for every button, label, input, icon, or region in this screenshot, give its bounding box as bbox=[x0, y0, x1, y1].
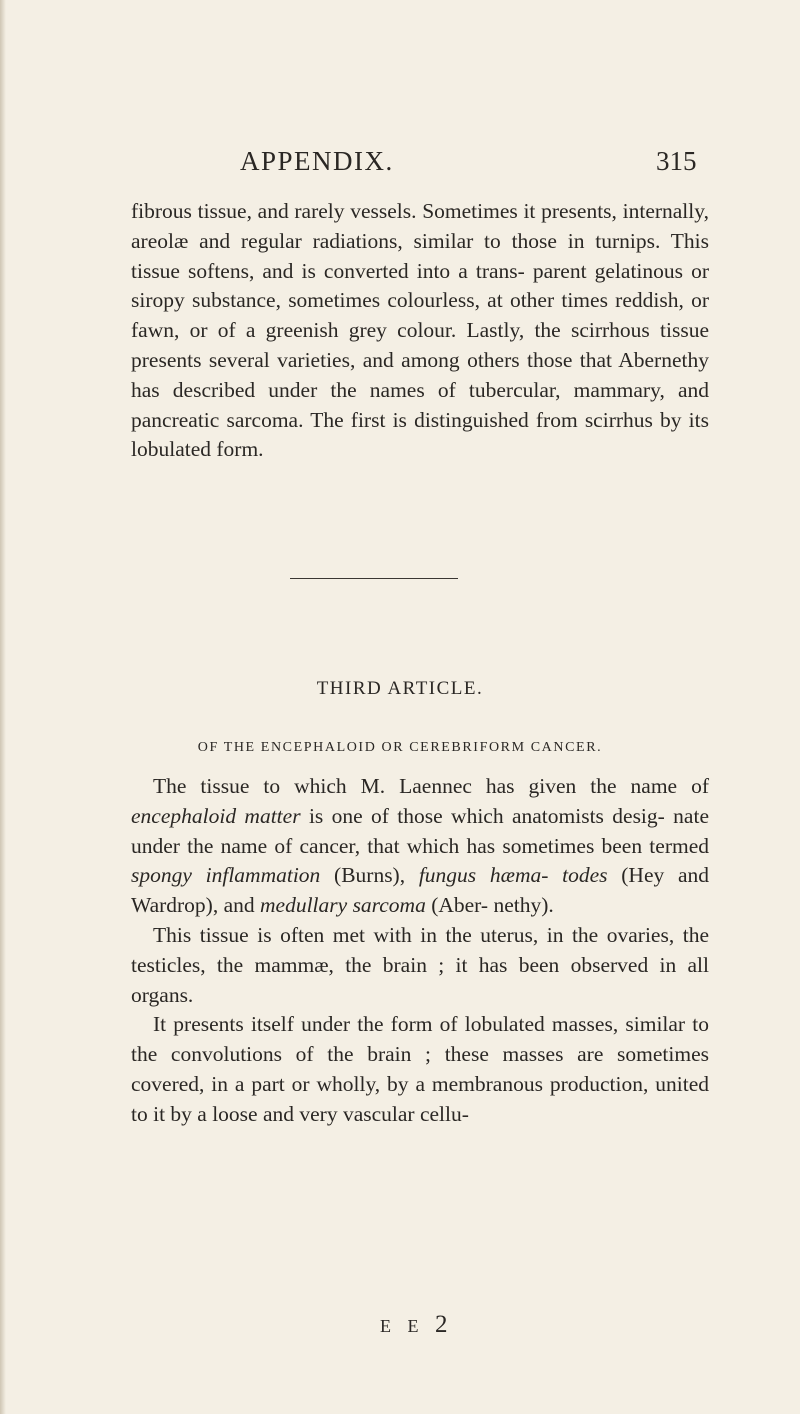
italic-term: spongy inflammation bbox=[131, 863, 321, 888]
signature-mark bbox=[380, 1311, 448, 1339]
article-heading: THIRD ARTICLE. bbox=[316, 678, 484, 699]
page-number: 315 bbox=[656, 146, 697, 176]
section-divider bbox=[290, 578, 458, 579]
page-edge bbox=[0, 0, 6, 1414]
italic-term: medullary sarcoma bbox=[260, 893, 426, 918]
page-header bbox=[0, 146, 800, 186]
article-body bbox=[131, 772, 709, 1130]
article-subheading: OF THE ENCEPHALOID OR CEREBRIFORM CANCER. bbox=[197, 740, 603, 755]
text-run: (Aber- nethy). bbox=[425, 893, 554, 918]
italic-term: encephaloid matter bbox=[131, 803, 301, 828]
text-run: is one of those which anatomists desig- nate under the name of cancer, that which has sometimes been termed bbox=[131, 803, 709, 858]
paragraph-scirrhus bbox=[131, 197, 709, 465]
paragraph-locations: This tissue is often met with in the uterus, in the ovaries, the testicles, the mammæ, the brain ; it has been observed in all organs. bbox=[131, 922, 709, 1007]
running-title: APPENDIX. bbox=[240, 146, 394, 176]
paragraph-form: It presents itself under the form of lobulated masses, similar to the convolutions of the brain ; these masses are sometimes covered, in a part or wholly, by a membranous production, united to it by a loose and very vascular cellu- bbox=[131, 1012, 709, 1126]
text-run: The tissue to which M. Laennec has given the name of bbox=[153, 774, 709, 798]
paragraph-encephaloid bbox=[131, 772, 709, 921]
signature-letters: E E bbox=[380, 1316, 425, 1336]
italic-term: fungus hæma- todes bbox=[418, 863, 608, 888]
text-run: (Burns), bbox=[320, 863, 419, 888]
paragraph-text: fibrous tissue, and rarely vessels. Sometimes it presents, internally, areolæ and regular radiations, similar to those in turnips. This tissue softens, and is converted into a trans- parent gelatinous or siropy substance, sometimes colourless, at other times reddish, or fawn, or of a greenish grey colour. Lastly, the scirrhous tissue presents several varieties, and among others those that Abernethy has described under the names of tubercular, mammary, and pancreatic sarcoma. The first is distinguished from scirrhus by its lobulated form. bbox=[131, 199, 709, 462]
signature-number: 2 bbox=[435, 1311, 448, 1338]
text-run: (Hey and Wardrop), and bbox=[131, 863, 709, 918]
